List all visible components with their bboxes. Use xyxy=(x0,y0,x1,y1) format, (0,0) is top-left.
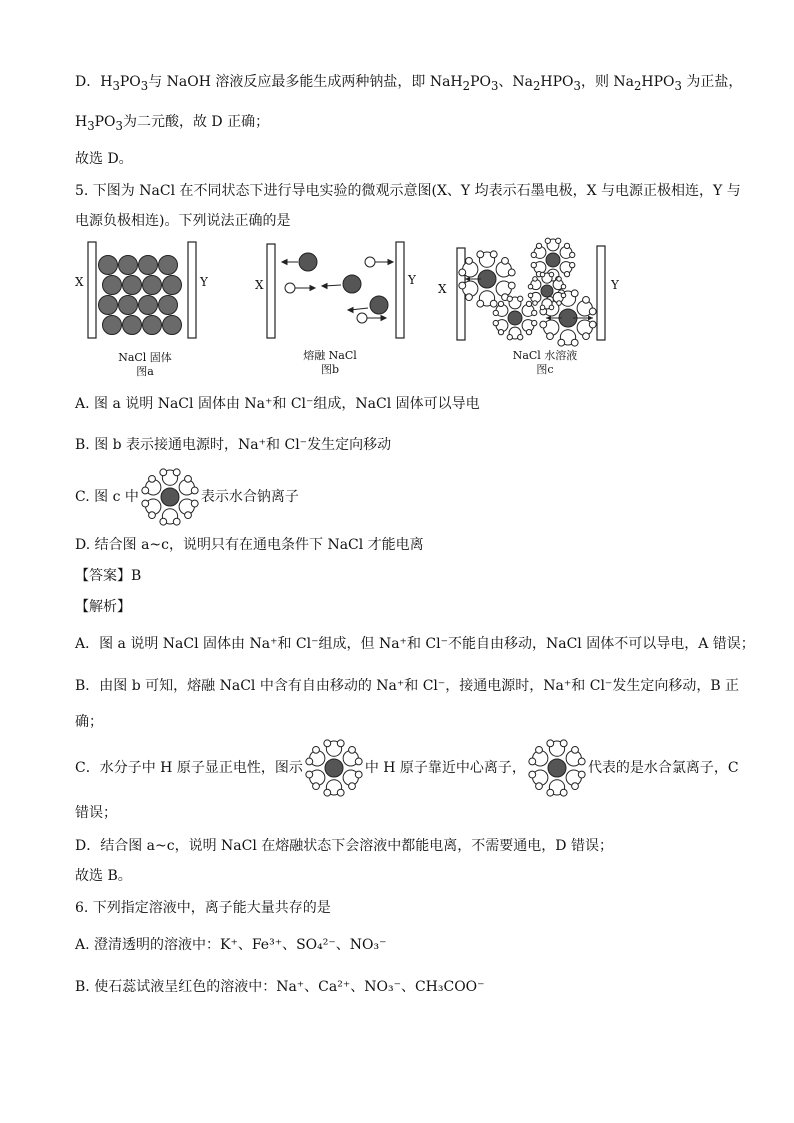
water-hydrogen xyxy=(560,740,567,747)
water-hydrogen xyxy=(502,257,509,264)
water-hydrogen xyxy=(337,740,344,747)
water-hydrogen xyxy=(142,500,149,507)
q5-stem-line1: 5. 下图为 NaCl 在不同状态下进行导电实验的微观示意图(X、Y 均表示石墨电极，X 与电源正极相连，Y 与 xyxy=(75,183,741,199)
water-hydrogen xyxy=(529,758,536,765)
water-hydrogen xyxy=(477,300,484,307)
water-hydrogen xyxy=(459,282,466,289)
water-hydrogen xyxy=(549,272,554,277)
d-option-text: PO xyxy=(119,74,141,90)
water-hydrogen xyxy=(498,329,503,334)
lattice-ion xyxy=(99,296,118,315)
select-b: 故选 B。 xyxy=(75,868,132,884)
central-ion xyxy=(546,253,560,267)
hydrated-ion-icon xyxy=(139,469,201,525)
water-hydrogen xyxy=(533,277,538,282)
water-hydrogen xyxy=(507,335,512,340)
lattice-ion xyxy=(123,276,142,295)
water-hydrogen xyxy=(490,251,497,258)
water-hydrogen xyxy=(589,308,596,315)
water-hydrogen xyxy=(348,783,355,790)
electrode-x-label: X xyxy=(75,275,84,289)
water-hydrogen xyxy=(518,296,523,301)
hydrated-ion-icon xyxy=(526,739,588,797)
analysis-heading: 【解析】 xyxy=(75,599,131,615)
water-hydrogen xyxy=(498,301,503,306)
q5-option-b: B. 图 b 表示接通电源时，Na⁺和 Cl⁻发生定向移动 xyxy=(75,437,392,453)
explanation-c xyxy=(75,758,739,778)
subscript: 2 xyxy=(533,78,541,93)
d-option-text: HPO xyxy=(641,74,675,90)
lattice-ion xyxy=(163,316,182,335)
water-hydrogen xyxy=(493,310,498,315)
figure-a-nacl-solid xyxy=(70,240,220,350)
d-option-line xyxy=(75,72,742,96)
fig-a-name: 图a xyxy=(136,365,154,378)
central-ion xyxy=(541,285,553,297)
water-hydrogen xyxy=(589,321,596,328)
answer-label: 【答案】B xyxy=(75,568,142,584)
electrode-x-label: X xyxy=(255,278,264,292)
water-hydrogen xyxy=(184,512,191,519)
lattice-ion xyxy=(159,256,178,275)
water-hydrogen xyxy=(532,320,537,325)
water-hydrogen xyxy=(528,284,533,289)
water-hydrogen xyxy=(583,296,590,303)
explanation-c-text: C．水分子中 H 原子显正电性，图示 xyxy=(75,760,303,776)
electrode-y-label: Y xyxy=(611,278,619,292)
water-hydrogen xyxy=(557,301,562,306)
q5-option-c-text: C. 图 c 中 xyxy=(75,489,139,505)
q5-option-c-text: 表示水合钠离子 xyxy=(200,489,299,505)
d-option-line2 xyxy=(75,112,269,136)
lattice-ion xyxy=(123,316,142,335)
water-hydrogen xyxy=(142,487,149,494)
electrode-x-label: X xyxy=(438,282,447,296)
water-hydrogen xyxy=(490,300,497,307)
arrow-head xyxy=(588,316,593,321)
explanation-b-line1: B．由图 b 可知，熔融 NaCl 中含有自由移动的 Na⁺和 Cl⁻，接通电源时，Na⁺和 Cl⁻发生定向移动，B 正 xyxy=(75,678,740,694)
water-hydrogen xyxy=(531,252,536,257)
water-hydrogen xyxy=(547,333,554,340)
water-hydrogen xyxy=(493,320,498,325)
water-hydrogen xyxy=(173,518,180,525)
water-hydrogen xyxy=(508,269,515,276)
water-hydrogen xyxy=(578,771,585,778)
lattice-ion xyxy=(103,276,122,295)
subscript: 3 xyxy=(140,78,149,93)
water-hydrogen xyxy=(528,293,533,298)
lattice-ion xyxy=(119,296,138,315)
water-hydrogen xyxy=(466,294,473,301)
d-option-text: D．H xyxy=(75,74,113,90)
explanation-c-line2: 错误； xyxy=(75,805,117,821)
hydrated-ion-icon xyxy=(303,739,365,797)
d-option-text: PO xyxy=(94,114,116,130)
water-hydrogen xyxy=(518,335,523,340)
fig-a-caption xyxy=(90,351,200,379)
water-hydrogen xyxy=(561,293,566,298)
water-hydrogen xyxy=(507,296,512,301)
electrode-y-label: Y xyxy=(408,273,416,287)
subscript: 2 xyxy=(634,78,642,93)
water-hydrogen xyxy=(547,789,554,796)
q6-option-b: B. 使石蕊试液呈红色的溶液中：Na⁺、Ca²⁺、NO₃⁻、CH₃COO⁻ xyxy=(75,979,485,995)
select-d: 故选 D。 xyxy=(75,151,133,167)
water-hydrogen xyxy=(148,475,155,482)
q5-option-d: D. 结合图 a~c，说明只有在通电条件下 NaCl 才能电离 xyxy=(75,537,424,553)
subscript: 3 xyxy=(674,78,682,93)
water-hydrogen xyxy=(191,487,198,494)
water-hydrogen xyxy=(312,783,319,790)
d-option-text: 为二元酸，故 D 正确； xyxy=(122,114,270,130)
water-hydrogen xyxy=(531,262,536,267)
water-hydrogen xyxy=(324,789,331,796)
lattice-ion xyxy=(99,256,118,275)
water-hydrogen xyxy=(173,469,180,476)
fig-c-name: 图c xyxy=(536,363,554,376)
q5-stem-line2: 电源负极相连)。下列说法正确的是 xyxy=(75,213,291,229)
water-hydrogen xyxy=(312,746,319,753)
q5-option-c xyxy=(75,487,299,507)
d-option-text: 为正盐， xyxy=(681,74,743,90)
central-ion xyxy=(161,488,179,506)
lattice-ion xyxy=(163,276,182,295)
q5-option-a: A. 图 a 说明 NaCl 固体由 Na⁺和 Cl⁻组成，NaCl 固体可以导电 xyxy=(75,396,480,412)
water-hydrogen xyxy=(571,290,578,297)
figure-c-nacl-solution xyxy=(435,236,625,351)
fig-c-caption xyxy=(490,349,600,377)
subscript: 3 xyxy=(490,78,499,93)
water-hydrogen xyxy=(578,758,585,765)
d-option-text: ，则 Na xyxy=(580,74,634,90)
water-hydrogen xyxy=(148,512,155,519)
water-hydrogen xyxy=(558,339,565,346)
water-hydrogen xyxy=(160,518,167,525)
arrow-head xyxy=(465,277,470,282)
q6-stem: 6. 下列指定溶液中，离子能大量共存的是 xyxy=(75,900,331,916)
lattice-ion xyxy=(119,256,138,275)
water-hydrogen xyxy=(540,321,547,328)
water-hydrogen xyxy=(306,771,313,778)
fig-b-name: 图b xyxy=(320,363,340,376)
electrode-y-label: Y xyxy=(200,275,208,289)
water-hydrogen xyxy=(477,251,484,258)
water-hydrogen xyxy=(583,333,590,340)
water-hydrogen xyxy=(556,238,561,243)
water-hydrogen xyxy=(547,740,554,747)
water-hydrogen xyxy=(536,243,541,248)
water-hydrogen xyxy=(466,257,473,264)
water-hydrogen xyxy=(572,783,579,790)
arrow-head xyxy=(546,316,551,321)
water-hydrogen xyxy=(570,252,575,257)
d-option-text: 与 NaOH 溶液反应最多能生成两种钠盐，即 NaH xyxy=(148,74,463,90)
d-option-text: HPO xyxy=(540,74,574,90)
fig-c-label: NaCl 水溶液 xyxy=(512,349,578,362)
water-hydrogen xyxy=(564,243,569,248)
lattice-ion xyxy=(139,256,158,275)
water-hydrogen xyxy=(560,789,567,796)
water-hydrogen xyxy=(160,469,167,476)
water-hydrogen xyxy=(549,305,554,310)
fig-b-caption xyxy=(275,349,385,377)
lattice-ion xyxy=(159,296,178,315)
water-hydrogen xyxy=(532,310,537,315)
fig-a-label: NaCl 固体 xyxy=(118,351,172,364)
water-hydrogen xyxy=(572,746,579,753)
water-hydrogen xyxy=(533,301,538,306)
lattice-ion xyxy=(143,276,162,295)
water-hydrogen xyxy=(526,301,531,306)
subscript: 3 xyxy=(87,118,95,133)
water-hydrogen xyxy=(540,305,545,310)
figure-b-molten-nacl xyxy=(250,240,420,350)
d-option-text: H xyxy=(75,114,88,130)
subscript: 3 xyxy=(573,78,581,93)
subscript: 2 xyxy=(462,78,471,93)
lattice-ion xyxy=(103,316,122,335)
d-option-text: 、Na xyxy=(498,74,533,90)
water-hydrogen xyxy=(355,758,362,765)
water-hydrogen xyxy=(508,282,515,289)
water-hydrogen xyxy=(545,238,550,243)
water-hydrogen xyxy=(324,740,331,747)
water-hydrogen xyxy=(337,789,344,796)
q6-option-a: A. 澄清透明的溶液中：K⁺、Fe³⁺、SO₄²⁻、NO₃⁻ xyxy=(75,937,387,953)
water-hydrogen xyxy=(348,746,355,753)
water-hydrogen xyxy=(536,746,543,753)
water-hydrogen xyxy=(184,475,191,482)
explanation-a: A．图 a 说明 NaCl 固体由 Na⁺和 Cl⁻组成，但 Na⁺和 Cl⁻不能自由移动，NaCl 固体不可以导电，A 错误； xyxy=(75,636,755,652)
lattice-ion xyxy=(143,316,162,335)
water-hydrogen xyxy=(526,329,531,334)
water-hydrogen xyxy=(459,269,466,276)
water-hydrogen xyxy=(557,277,562,282)
explanation-c-text: 中 H 原子靠近中心离子， xyxy=(364,760,526,776)
water-hydrogen xyxy=(571,339,578,346)
subscript: 3 xyxy=(112,78,120,93)
lattice-ion xyxy=(139,296,158,315)
explanation-b-line2: 确； xyxy=(75,714,103,730)
explanation-d: D．结合图 a~c，说明 NaCl 在熔融状态下会溶液中都能电离，不需要通电，D 错误； xyxy=(75,838,613,854)
water-hydrogen xyxy=(529,771,536,778)
explanation-c-text: 代表的是水合氯离子，C xyxy=(587,760,739,776)
water-hydrogen xyxy=(355,771,362,778)
fig-b-label: 熔融 NaCl xyxy=(303,349,357,362)
subscript: 3 xyxy=(115,118,123,133)
water-hydrogen xyxy=(540,272,545,277)
water-hydrogen xyxy=(564,271,569,276)
d-option-text: PO xyxy=(470,74,491,90)
central-ion xyxy=(508,311,522,325)
water-hydrogen xyxy=(561,284,566,289)
central-ion xyxy=(325,759,343,777)
water-hydrogen xyxy=(306,758,313,765)
central-ion xyxy=(548,759,566,777)
water-hydrogen xyxy=(191,500,198,507)
water-hydrogen xyxy=(570,262,575,267)
water-hydrogen xyxy=(536,783,543,790)
